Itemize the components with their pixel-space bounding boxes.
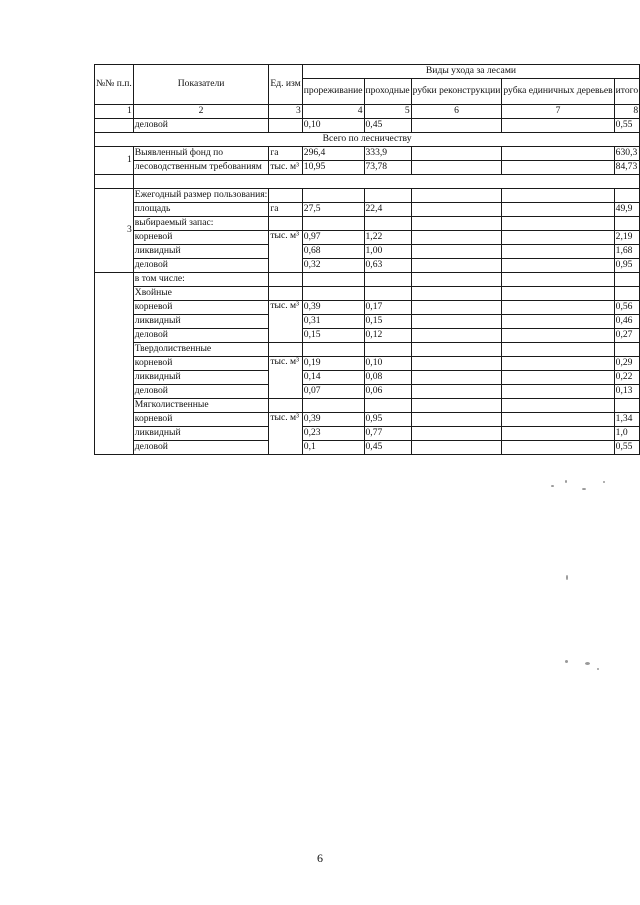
- table-cell: 630,3: [614, 147, 640, 161]
- table-cell: тыс. м³: [269, 161, 302, 175]
- table-cell: [502, 427, 614, 441]
- table-cell: деловой: [133, 329, 269, 343]
- table-cell: 0,95: [614, 259, 640, 273]
- table-cell: [302, 399, 364, 413]
- table-cell: [411, 161, 502, 175]
- table-cell: 0,45: [364, 119, 411, 133]
- table-cell: 333,9: [364, 147, 411, 161]
- table-row: [95, 371, 640, 385]
- table-cell: 0,77: [364, 427, 411, 441]
- table-cell: тыс. м³: [269, 231, 302, 273]
- table-cell: Хвойные: [133, 287, 269, 301]
- table-cell: 73,78: [364, 161, 411, 175]
- table-cell: деловой: [133, 385, 269, 399]
- table-cell: [411, 231, 502, 245]
- table-cell: [411, 245, 502, 259]
- table-cell: [502, 217, 614, 231]
- table-cell: [502, 203, 614, 217]
- table-row: [95, 399, 640, 413]
- table-cell: ликвидный: [133, 245, 269, 259]
- column-number: 1: [95, 105, 134, 119]
- table-cell: деловой: [133, 441, 269, 455]
- table-row: [95, 217, 640, 231]
- table-cell: 3: [95, 189, 134, 273]
- table-cell: [269, 189, 302, 203]
- table-cell: 0,95: [364, 413, 411, 427]
- table-cell: [302, 273, 364, 287]
- header-indicators: Показатели: [133, 65, 269, 105]
- table-cell: [95, 175, 134, 189]
- table-cell: площадь: [133, 203, 269, 217]
- header-passage-cutting: проходные: [364, 79, 411, 105]
- table-row: [95, 245, 640, 259]
- table-cell: [411, 399, 502, 413]
- header-unit: Ед. изм: [269, 65, 302, 105]
- table-cell: [302, 217, 364, 231]
- table-cell: [502, 357, 614, 371]
- table-cell: 0,39: [302, 301, 364, 315]
- table-cell: Ежегодный размер пользования:: [133, 189, 269, 203]
- table-cell: лесоводственным требованиям: [133, 161, 269, 175]
- table-cell: [502, 385, 614, 399]
- table-row: [95, 133, 640, 147]
- table-cell: 0,39: [302, 413, 364, 427]
- table-row: [95, 413, 640, 427]
- table-cell: га: [269, 147, 302, 161]
- table-cell: [364, 217, 411, 231]
- table-cell: [411, 273, 502, 287]
- table-cell: [411, 259, 502, 273]
- table-cell: 0,23: [302, 427, 364, 441]
- column-number: 7: [502, 105, 614, 119]
- table-cell: 0,68: [302, 245, 364, 259]
- table-cell: ликвидный: [133, 427, 269, 441]
- table-cell: [364, 399, 411, 413]
- table-cell: 10,95: [302, 161, 364, 175]
- table-cell: деловой: [133, 119, 269, 133]
- table-cell: 0,13: [614, 385, 640, 399]
- table-cell: 1,34: [614, 413, 640, 427]
- table-cell: деловой: [133, 259, 269, 273]
- table-cell: Твердолиственные: [133, 343, 269, 357]
- forest-care-table: [94, 64, 640, 455]
- table-cell: [614, 399, 640, 413]
- table-cell: выбираемый запас:: [133, 217, 269, 231]
- table-cell: [614, 273, 640, 287]
- table-cell: 0,27: [614, 329, 640, 343]
- table-row: [95, 315, 640, 329]
- table-cell: Всего по лесничеству: [95, 133, 640, 147]
- table-cell: [502, 315, 614, 329]
- table-cell: [502, 245, 614, 259]
- table-cell: [269, 399, 302, 413]
- column-number: 6: [411, 105, 502, 119]
- table-row: [95, 259, 640, 273]
- table-cell: 1,22: [364, 231, 411, 245]
- table-cell: 0,1: [302, 441, 364, 455]
- table-cell: 1,0: [614, 427, 640, 441]
- table-cell: [364, 273, 411, 287]
- table-cell: 27,5: [302, 203, 364, 217]
- column-number: 4: [302, 105, 364, 119]
- table-cell: [95, 273, 134, 455]
- table-cell: [411, 371, 502, 385]
- table-cell: [502, 231, 614, 245]
- table-cell: [302, 343, 364, 357]
- table-row: [95, 147, 640, 161]
- column-number: 5: [364, 105, 411, 119]
- table-cell: корневой: [133, 357, 269, 371]
- table-cell: 0,17: [364, 301, 411, 315]
- table-cell: [614, 287, 640, 301]
- table-cell: 296,4: [302, 147, 364, 161]
- table-cell: Выявленный фонд по: [133, 147, 269, 161]
- header-thinning: прореживание: [302, 79, 364, 105]
- table-cell: [411, 413, 502, 427]
- table-cell: [614, 189, 640, 203]
- header-forest-care-types: Виды ухода за лесами: [302, 65, 639, 79]
- table-cell: [95, 119, 134, 133]
- header-reconstruction-cutting: рубки реконструкции: [411, 79, 502, 105]
- table-cell: 1,68: [614, 245, 640, 259]
- table-cell: [411, 203, 502, 217]
- table-cell: 49,9: [614, 203, 640, 217]
- table-cell: [269, 287, 302, 301]
- table-cell: корневой: [133, 231, 269, 245]
- table-cell: [411, 147, 502, 161]
- table-cell: [502, 413, 614, 427]
- table-cell: 0,10: [302, 119, 364, 133]
- table-cell: 22,4: [364, 203, 411, 217]
- table-cell: тыс. м³: [269, 357, 302, 399]
- table-row: [95, 343, 640, 357]
- table-cell: 0,97: [302, 231, 364, 245]
- table-cell: 0,19: [302, 357, 364, 371]
- table-cell: [502, 329, 614, 343]
- table-cell: [411, 217, 502, 231]
- table-cell: [502, 147, 614, 161]
- table-cell: 0,32: [302, 259, 364, 273]
- table-row: [95, 357, 640, 371]
- table-cell: 2,19: [614, 231, 640, 245]
- table-cell: 84,73: [614, 161, 640, 175]
- table-cell: 0,31: [302, 315, 364, 329]
- table-cell: [411, 119, 502, 133]
- indicators-table-container: [94, 64, 640, 455]
- table-cell: [502, 259, 614, 273]
- table-cell: [269, 343, 302, 357]
- table-cell: [411, 357, 502, 371]
- table-body: [95, 119, 640, 455]
- table-row: [95, 427, 640, 441]
- table-cell: [502, 301, 614, 315]
- table-cell: Мягколиственные: [133, 399, 269, 413]
- table-cell: [502, 343, 614, 357]
- table-cell: [302, 189, 364, 203]
- table-cell: [502, 161, 614, 175]
- column-number: 3: [269, 105, 302, 119]
- table-cell: [411, 427, 502, 441]
- table-row: [95, 385, 640, 399]
- table-row: [95, 175, 640, 189]
- table-cell: 0,10: [364, 357, 411, 371]
- table-row: [95, 273, 640, 287]
- table-cell: 0,14: [302, 371, 364, 385]
- page-number: 6: [317, 851, 323, 865]
- table-cell: тыс. м³: [269, 413, 302, 455]
- table-cell: [502, 371, 614, 385]
- table-cell: ликвидный: [133, 371, 269, 385]
- table-cell: 0,55: [614, 441, 640, 455]
- column-number: 2: [133, 105, 269, 119]
- table-row: [95, 203, 640, 217]
- table-cell: 0,63: [364, 259, 411, 273]
- table-cell: [411, 189, 502, 203]
- header-single-tree-cutting: рубка единичных деревьев: [502, 79, 614, 105]
- table-cell: корневой: [133, 301, 269, 315]
- table-cell: [133, 175, 639, 189]
- table-row: [95, 231, 640, 245]
- column-number: 8: [614, 105, 640, 119]
- table-cell: тыс. м³: [269, 301, 302, 343]
- table-cell: 0,56: [614, 301, 640, 315]
- table-cell: 0,07: [302, 385, 364, 399]
- table-cell: [502, 441, 614, 455]
- table-cell: 0,08: [364, 371, 411, 385]
- table-cell: 0,45: [364, 441, 411, 455]
- table-row: [95, 189, 640, 203]
- table-cell: [269, 273, 302, 287]
- table-cell: [502, 119, 614, 133]
- table-cell: 1: [95, 147, 134, 175]
- table-row: [95, 119, 640, 133]
- table-cell: [411, 343, 502, 357]
- table-cell: [364, 287, 411, 301]
- table-cell: 0,55: [614, 119, 640, 133]
- table-cell: [614, 217, 640, 231]
- table-cell: 0,46: [614, 315, 640, 329]
- table-cell: корневой: [133, 413, 269, 427]
- table-cell: 0,12: [364, 329, 411, 343]
- table-cell: [411, 301, 502, 315]
- table-cell: [411, 315, 502, 329]
- header-number: №№ п.п.: [95, 65, 134, 105]
- table-cell: [411, 287, 502, 301]
- table-cell: [502, 273, 614, 287]
- table-cell: 1,00: [364, 245, 411, 259]
- table-cell: га: [269, 203, 302, 217]
- table-cell: 0,15: [364, 315, 411, 329]
- table-cell: в том числе:: [133, 273, 269, 287]
- table-cell: [411, 329, 502, 343]
- table-cell: 0,22: [614, 371, 640, 385]
- table-cell: [502, 287, 614, 301]
- table-row: [95, 441, 640, 455]
- table-cell: [411, 441, 502, 455]
- table-cell: [364, 189, 411, 203]
- table-cell: [614, 343, 640, 357]
- table-cell: 0,29: [614, 357, 640, 371]
- table-row: [95, 329, 640, 343]
- header-total: итого: [614, 79, 640, 105]
- table-row: [95, 301, 640, 315]
- table-cell: [502, 399, 614, 413]
- table-cell: [269, 119, 302, 133]
- table-cell: 0,15: [302, 329, 364, 343]
- table-cell: [302, 287, 364, 301]
- table-cell: [502, 189, 614, 203]
- table-row: [95, 287, 640, 301]
- table-row: [95, 161, 640, 175]
- table-cell: [269, 217, 302, 231]
- table-cell: [364, 343, 411, 357]
- table-cell: ликвидный: [133, 315, 269, 329]
- table-cell: [411, 385, 502, 399]
- table-cell: 0,06: [364, 385, 411, 399]
